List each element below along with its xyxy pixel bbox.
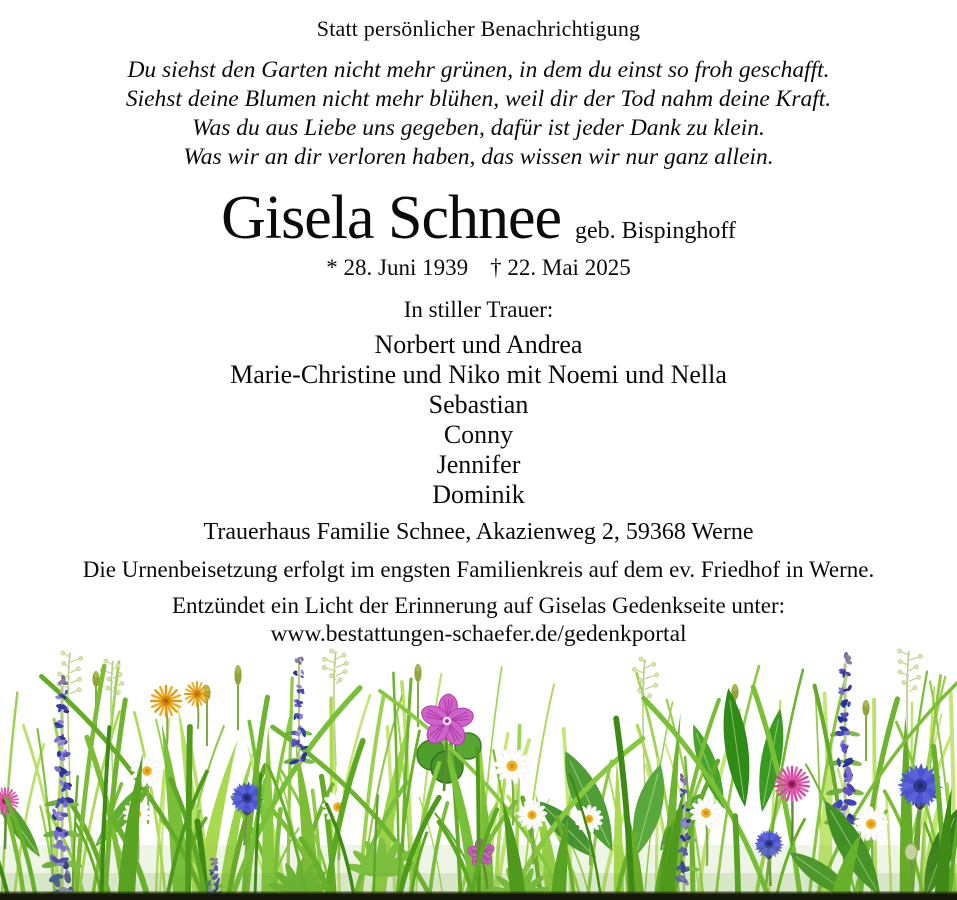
mourner-line: Norbert und Andrea xyxy=(374,330,583,359)
maiden-name: geb. Bispinghoff xyxy=(575,218,736,244)
mourners-list xyxy=(0,330,957,510)
burial-info-line: Die Urnenbeisetzung erfolgt im engsten Familienkreis auf dem ev. Friedhof in Werne. xyxy=(82,557,875,582)
life-dates xyxy=(0,254,957,282)
mourner-line: Jennifer xyxy=(436,450,521,479)
memorial-info-line: Entzündet ein Licht der Erinnerung auf Giselas Gedenkseite unter: xyxy=(171,593,786,618)
poem-line: Du siehst den Garten nicht mehr grünen, in dem du einst so froh geschafft. xyxy=(127,57,830,83)
memorial-poem xyxy=(0,56,957,172)
birth-date: * 28. Juni 1939 xyxy=(326,255,469,280)
mourner-line: Conny xyxy=(443,420,514,449)
poem-line: Was wir an dir verloren haben, das wissen wir nur ganz allein. xyxy=(183,144,774,170)
memorial-url: www.bestattungen-schaefer.de/gedenkportal xyxy=(270,621,687,647)
deceased-name-row xyxy=(0,184,957,252)
mourner-line: Dominik xyxy=(432,480,525,509)
poem-line: Siehst deine Blumen nicht mehr blühen, weil dir der Tod nahm deine Kraft. xyxy=(125,86,832,112)
mourning-intro: In stiller Trauer: xyxy=(403,297,554,322)
announcement-line: Statt persönlicher Benachrichtigung xyxy=(316,16,641,41)
flower-meadow-graphic xyxy=(0,645,957,900)
mourner-line: Marie-Christine und Niko mit Noemi und Nella xyxy=(230,360,727,389)
address-line: Trauerhaus Familie Schnee, Akazienweg 2, 59368 Werne xyxy=(203,519,754,545)
death-date: † 22. Mai 2025 xyxy=(490,255,631,280)
deceased-name: Gisela Schnee xyxy=(221,184,562,252)
poem-line: Was du aus Liebe uns gegeben, dafür ist jeder Dank zu klein. xyxy=(192,115,765,141)
flower-meadow-image xyxy=(0,645,957,900)
mourner-line: Sebastian xyxy=(428,390,529,419)
